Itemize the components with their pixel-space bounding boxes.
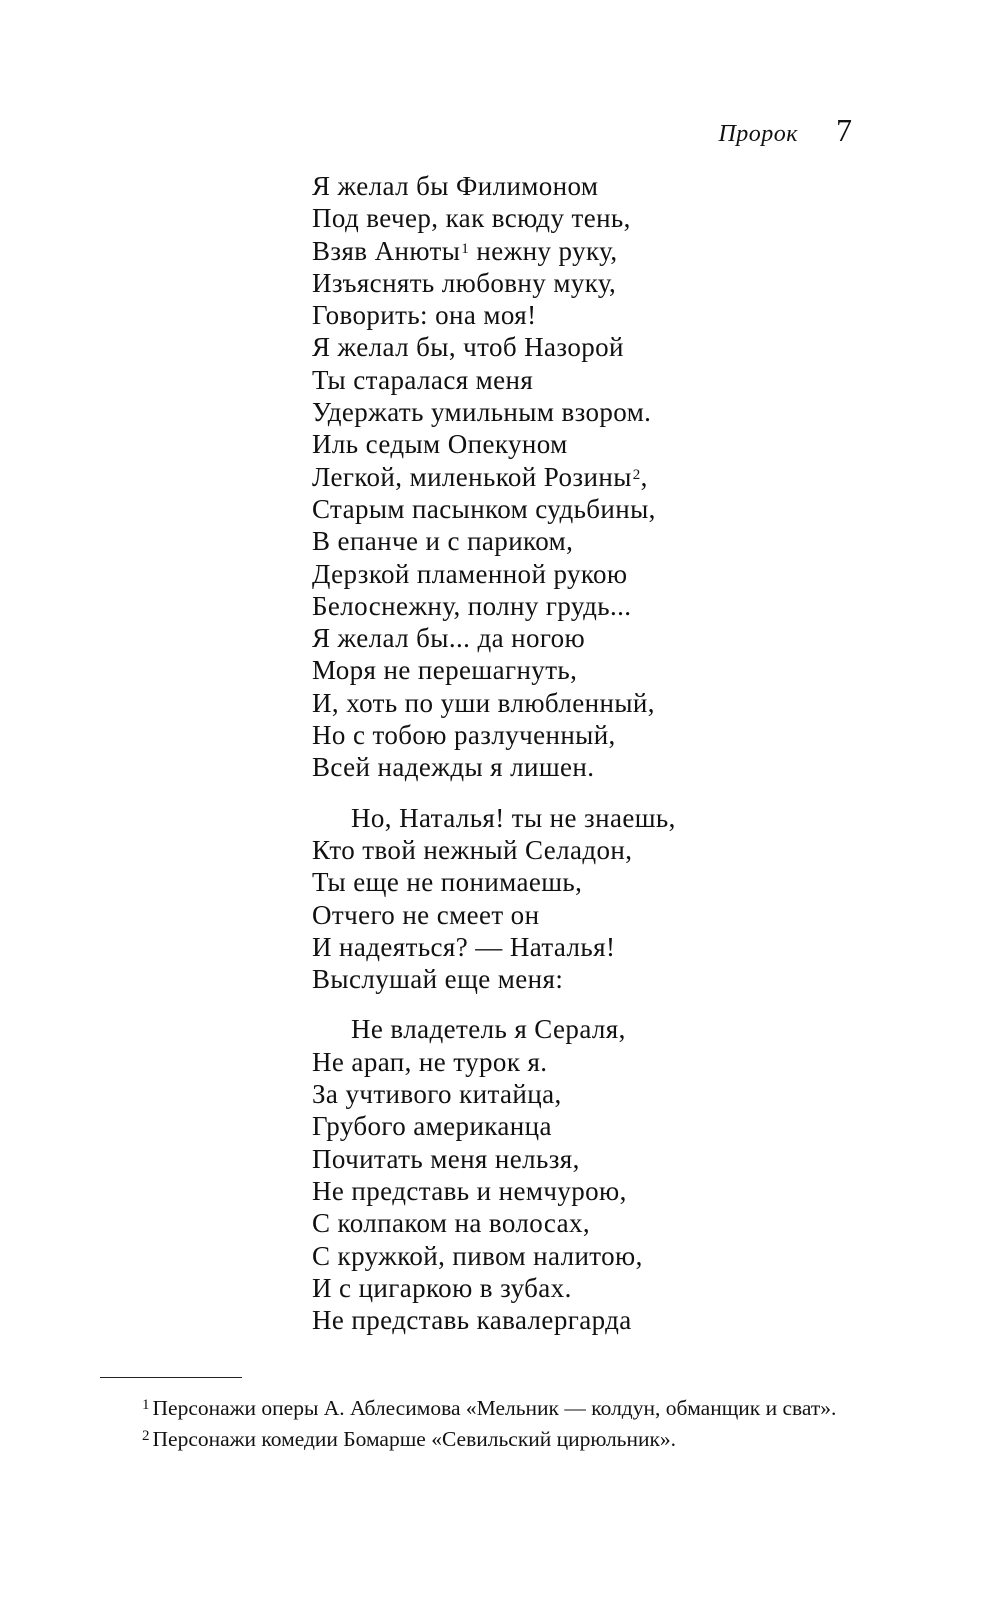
poem-line: Ты еще не понимаешь, xyxy=(312,867,583,898)
poem-line: С колпаком на волосах, xyxy=(312,1208,591,1239)
poem-line: И с цигаркою в зубах. xyxy=(312,1272,572,1303)
footnote-number: 2 xyxy=(142,1428,150,1444)
poem-line-part: , xyxy=(640,461,648,492)
poem-line: Удержать умильным взором. xyxy=(312,397,652,428)
poem-line: Не арап, не турок я. xyxy=(312,1046,548,1077)
poem-line: Говорить: она моя! xyxy=(312,300,537,331)
poem-line xyxy=(312,461,872,493)
footnote-text: Персонажи оперы А. Аблесимова «Мельник — колдун, обманщик и сват». xyxy=(152,1396,837,1420)
poem-line: Ты старалася меня xyxy=(312,364,534,395)
poem-line: Я желал бы, чтоб Назорой xyxy=(312,332,624,363)
poem-line: Грубого американца xyxy=(312,1111,552,1142)
footnote-2 xyxy=(88,1425,868,1453)
poem-line xyxy=(312,235,872,267)
poem-line: С кружкой, пивом налитою, xyxy=(312,1240,643,1271)
stanza-2 xyxy=(312,802,872,996)
page-number: 7 xyxy=(836,112,852,148)
poem-line: За учтивого китайца, xyxy=(312,1079,562,1110)
running-title: Пророк xyxy=(718,121,798,147)
poem-line: И надеяться? — Наталья! xyxy=(312,931,616,962)
poem-line: Но с тобою разлученный, xyxy=(312,720,616,751)
poem-line-part: нежну руку, xyxy=(476,235,618,266)
poem-line: Дерзкой пламенной рукою xyxy=(312,558,628,589)
poem-line: Выслушай еще меня: xyxy=(312,964,564,995)
poem-line: Всей надежды я лишен. xyxy=(312,752,595,783)
poem-body xyxy=(312,170,872,1336)
poem-line: Моря не перешагнуть, xyxy=(312,655,578,686)
poem-line: Я желал бы... да ногою xyxy=(312,623,586,654)
poem-line: Но, Наталья! ты не знаешь, xyxy=(351,802,676,833)
poem-line: Белоснежну, полну грудь... xyxy=(312,590,632,621)
footnote-divider xyxy=(100,1377,242,1378)
stanza-3 xyxy=(312,1013,872,1336)
poem-line-part: Взяв Анюты xyxy=(312,235,461,266)
footnote-number: 1 xyxy=(142,1397,150,1413)
running-head xyxy=(718,112,852,149)
poem-line: Старым пасынком судьбины, xyxy=(312,493,656,524)
stanza-1 xyxy=(312,170,872,784)
poem-line-part: Легкой, миленькой Розины xyxy=(312,461,632,492)
footnote-1 xyxy=(88,1394,868,1422)
poem-line: В епанче и с париком, xyxy=(312,526,574,557)
poem-line: Изъяснять любовну муку, xyxy=(312,267,617,298)
poem-line: Отчего не смеет он xyxy=(312,899,540,930)
footnote-ref-2: 2 xyxy=(632,466,641,483)
poem-line: Не представь и немчурою, xyxy=(312,1175,627,1206)
poem-line: Не владетель я Сераля, xyxy=(351,1014,626,1045)
poem-line: И, хоть по уши влюбленный, xyxy=(312,687,655,718)
poem-line: Кто твой нежный Селадон, xyxy=(312,834,633,865)
poem-line: Я желал бы Филимоном xyxy=(312,171,599,201)
poem-line: Иль седым Опекуном xyxy=(312,429,568,460)
poem-line: Не представь кавалергарда xyxy=(312,1305,632,1336)
footnote-ref-1: 1 xyxy=(461,240,470,257)
poem-line: Под вечер, как всюду тень, xyxy=(312,203,631,234)
footnote-text: Персонажи комедии Бомарше «Севильский цирюльник». xyxy=(152,1427,677,1451)
footnotes xyxy=(88,1394,868,1453)
poem-line: Почитать меня нельзя, xyxy=(312,1143,580,1174)
